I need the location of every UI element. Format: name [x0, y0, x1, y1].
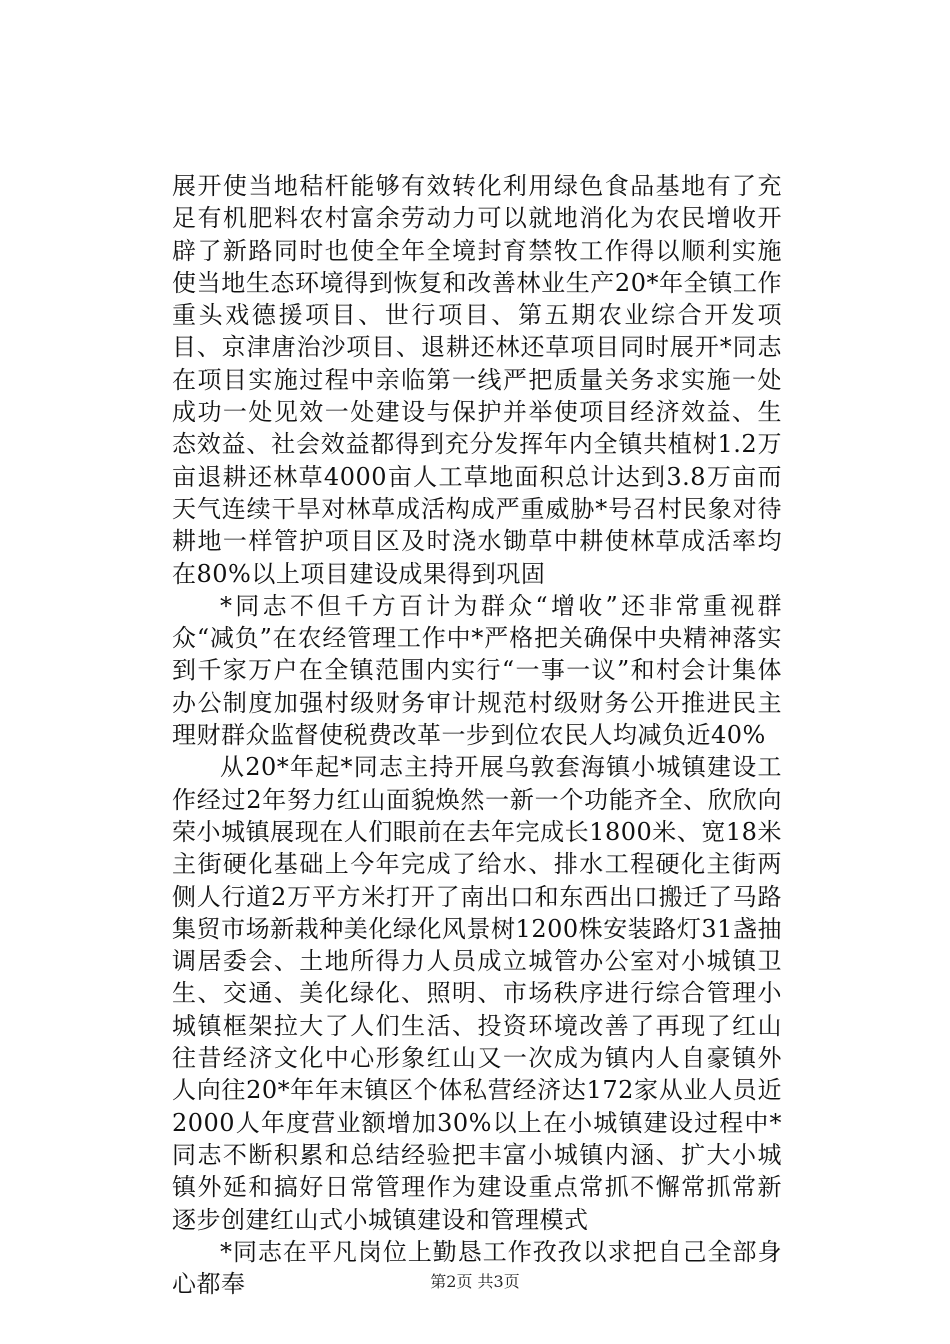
document-body — [172, 170, 782, 1300]
paragraph-1: 展开使当地秸杆能够有效转化利用绿色食品基地有了充足有机肥料农村富余劳动力可以就地消化为农民增收开辟了新路同时也使全年全境封育禁牧工作得以顺利实施使当地生态环境得到恢复和改善林业生产20*年全镇工作重头戏德援项目、世行项目、第五期农业综合开发项目、京津唐治沙项目、退耕还林还草项目同时展开*同志在项目实施过程中亲临第一线严把质量关务求实施一处成功一处见效一处建设与保护并举使项目经济效益、生态效益、社会效益都得到充分发挥年内全镇共植树1.2万亩退耕还林草4000亩人工草地面积总计达到3.8万亩而天气连续干旱对林草成活构成严重威胁*号召村民象对待耕地一样管护项目区及时浇水锄草中耕使林草成活率均在80%以上项目建设成果得到巩固 — [172, 172, 782, 588]
paragraph-4: *同志在平凡岗位上勤恳工作孜孜以求把自己全部身心都奉 — [172, 1237, 782, 1299]
page-number-footer: 第2页 共3页 — [430, 1272, 520, 1291]
paragraph-2: *同志不但千方百计为群众“增收”还非常重视群众“减负”在农经管理工作中*严格把关确保中央精神落实到千家万户在全镇范围内实行“一事一议”和村会计集体办公制度加强村级财务审计规范村级财务公开推进民主理财群众监督使税费改革一步到位农民人均减负近40% — [172, 591, 782, 750]
paragraph-3: 从20*年起*同志主持开展乌敦套海镇小城镇建设工作经过2年努力红山面貌焕然一新一个功能齐全、欣欣向荣小城镇展现在人们眼前在去年完成长1800米、宽18米主街硬化基础上今年完成了给水、排水工程硬化主街两侧人行道2万平方米打开了南出口和东西出口搬迁了马路集贸市场新栽种美化绿化风景树1200株安装路灯31盏抽调居委会、土地所得力人员成立城管办公室对小城镇卫生、交通、美化绿化、照明、市场秩序进行综合管理小城镇框架拉大了人们生活、投资环境改善了再现了红山往昔经济文化中心形象红山又一次成为镇内人自豪镇外人向往20*年年末镇区个体私营经济达172家从业人员近2000人年度营业额增加30%以上在小城镇建设过程中*同志不断积累和总结经验把丰富小城镇内涵、扩大小城镇外延和搞好日常管理作为建设重点常抓不懈常抓常新逐步创建红山式小城镇建设和管理模式 — [172, 753, 782, 1234]
